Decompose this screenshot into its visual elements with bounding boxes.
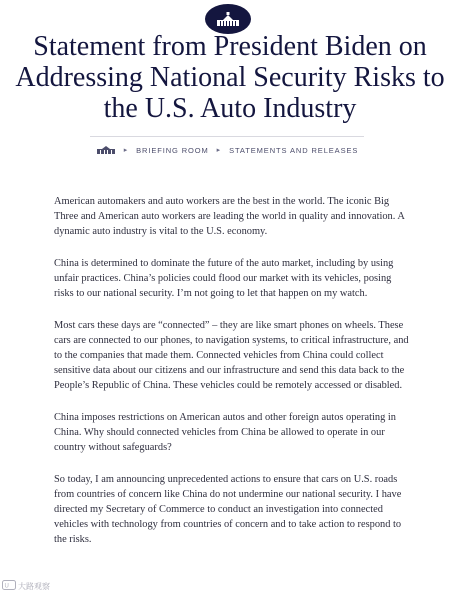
svg-text:U: U <box>4 583 9 590</box>
watermark <box>2 580 50 592</box>
breadcrumb <box>90 136 364 163</box>
article-paragraph: So today, I am announcing unprecedented actions to ensure that cars on U.S. roads from countries of concern like China do not undermine our national security. I have directed my Secretary of Commerce to conduct an investigation into connected vehicles with technology from countries of concern and to take action to respond to the risks. <box>54 474 402 545</box>
article-paragraph: American automakers and auto workers are the best in the world. The iconic Big Three and American auto workers are leading the world in quality and innovation. A dynamic auto industry is vital to the U.S. economy. <box>54 196 405 237</box>
watermark-text: 大路观察 <box>18 581 50 591</box>
white-house-seal-icon[interactable] <box>205 4 251 34</box>
breadcrumb-statements-and-releases[interactable]: STATEMENTS AND RELEASES <box>229 145 359 155</box>
watermark-logo-icon <box>2 580 16 592</box>
white-house-icon[interactable] <box>96 145 116 156</box>
page-title: Statement from President Biden on Addressing National Security Risks to the U.S. Auto Industry <box>15 31 445 124</box>
article-paragraph: China imposes restrictions on American autos and other foreign autos operating in China. Why should connected vehicles from China be allowed to operate in our country without safeguards? <box>54 412 396 453</box>
article-paragraph: Most cars these days are “connected” – they are like smart phones on wheels. These cars are connected to our phones, to navigation systems, to critical infrastructure, and to the companies that made them. Connected vehicles from China could collect sensitive data about our citizens and our infrastructure and send this data back to the People’s Republic of China. These vehicles could be remotely accessed or disabled. <box>54 320 409 391</box>
chevron-right-icon: ▸ <box>216 147 222 154</box>
chevron-right-icon: ▸ <box>123 147 129 154</box>
breadcrumb-briefing-room[interactable]: BRIEFING ROOM <box>136 145 209 155</box>
article-body <box>54 194 410 564</box>
article-paragraph: China is determined to dominate the future of the auto market, including by using unfair practices. China’s policies could flood our market with its vehicles, posing risks to our national security. I’m not going to let that happen on my watch. <box>54 258 394 299</box>
